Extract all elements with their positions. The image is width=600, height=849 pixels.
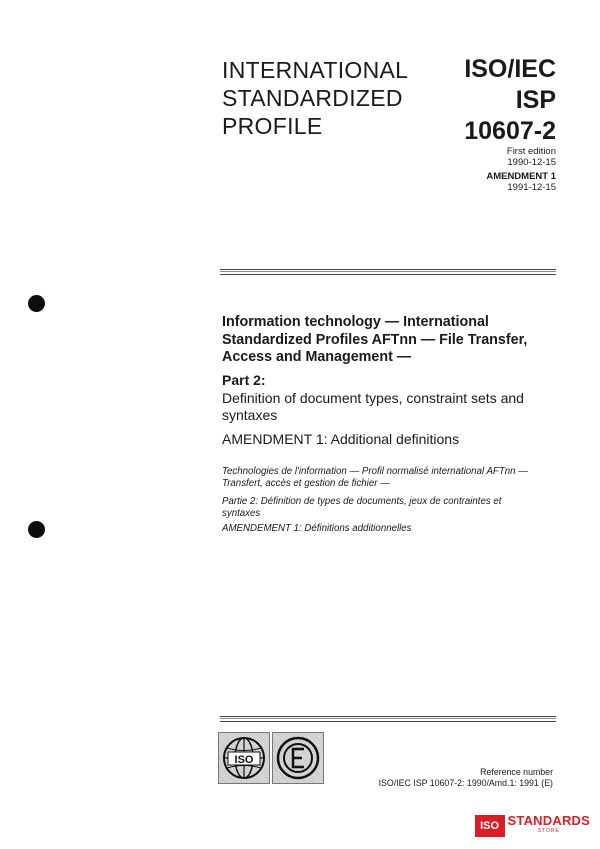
- globe-icon: [219, 733, 269, 783]
- english-title: [222, 314, 562, 367]
- punch-hole: [28, 521, 45, 538]
- french-title-line: Technologies de l'information — Profil normalisé international AFTnn —: [222, 466, 528, 477]
- standard-line: ISO/IEC: [464, 55, 556, 83]
- watermark-sub: STORE: [537, 828, 560, 834]
- profile-title: [222, 56, 442, 140]
- title-line: Information technology — International: [222, 314, 489, 330]
- watermark-badge: ISO: [475, 815, 505, 837]
- title-line: Standardized Profiles AFTnn — File Transfer,: [222, 331, 528, 348]
- edition-label: First edition: [506, 146, 556, 157]
- amendment-label: AMENDMENT 1: [486, 171, 556, 182]
- reference-label: Reference number: [480, 767, 553, 777]
- iec-logo: [272, 732, 324, 784]
- french-amendment: AMENDEMENT 1: Définitions additionnelles: [222, 523, 412, 534]
- watermark-main: STANDARDS: [507, 813, 590, 828]
- reference-number: ISO/IEC ISP 10607-2: 1990/Amd.1: 1991 (E): [378, 778, 553, 788]
- title-line: Access and Management —: [222, 349, 412, 365]
- standard-line: 10607-2: [464, 117, 556, 145]
- bottom-rule: [220, 716, 556, 722]
- iso-logo-text: ISO: [234, 754, 254, 766]
- top-rule: [220, 269, 556, 275]
- part-desc-line: syntaxes: [222, 407, 278, 423]
- french-title-line: Transfert, accès et gestion de fichier —: [222, 477, 390, 489]
- french-part-line: syntaxes: [222, 507, 261, 519]
- amendment-date: 1991-12-15: [507, 182, 556, 193]
- iso-logo: [218, 732, 270, 784]
- french-title: [222, 466, 562, 489]
- edition-date: 1990-12-15: [507, 157, 556, 168]
- standard-line: ISP: [515, 86, 556, 114]
- store-watermark: [475, 815, 590, 837]
- standard-number: [464, 54, 556, 147]
- punch-hole: [28, 295, 45, 312]
- profile-title-line: INTERNATIONAL: [222, 57, 409, 83]
- reference: [379, 767, 553, 789]
- iec-emblem-icon: [273, 733, 323, 783]
- edition-info: [507, 146, 556, 168]
- french-part-line: Partie 2: Définition de types de documents, jeux de contraintes et: [222, 496, 502, 507]
- part-label: Part 2:: [222, 372, 266, 388]
- french-part: [222, 496, 562, 519]
- profile-title-line: STANDARDIZED: [222, 85, 403, 111]
- watermark-text: [507, 813, 590, 836]
- part-description: [222, 390, 562, 424]
- part-desc-line: Definition of document types, constraint sets and: [222, 390, 524, 406]
- amendment-title: AMENDMENT 1: Additional definitions: [222, 431, 460, 447]
- amendment-info: [486, 171, 556, 193]
- profile-title-line: PROFILE: [222, 113, 323, 139]
